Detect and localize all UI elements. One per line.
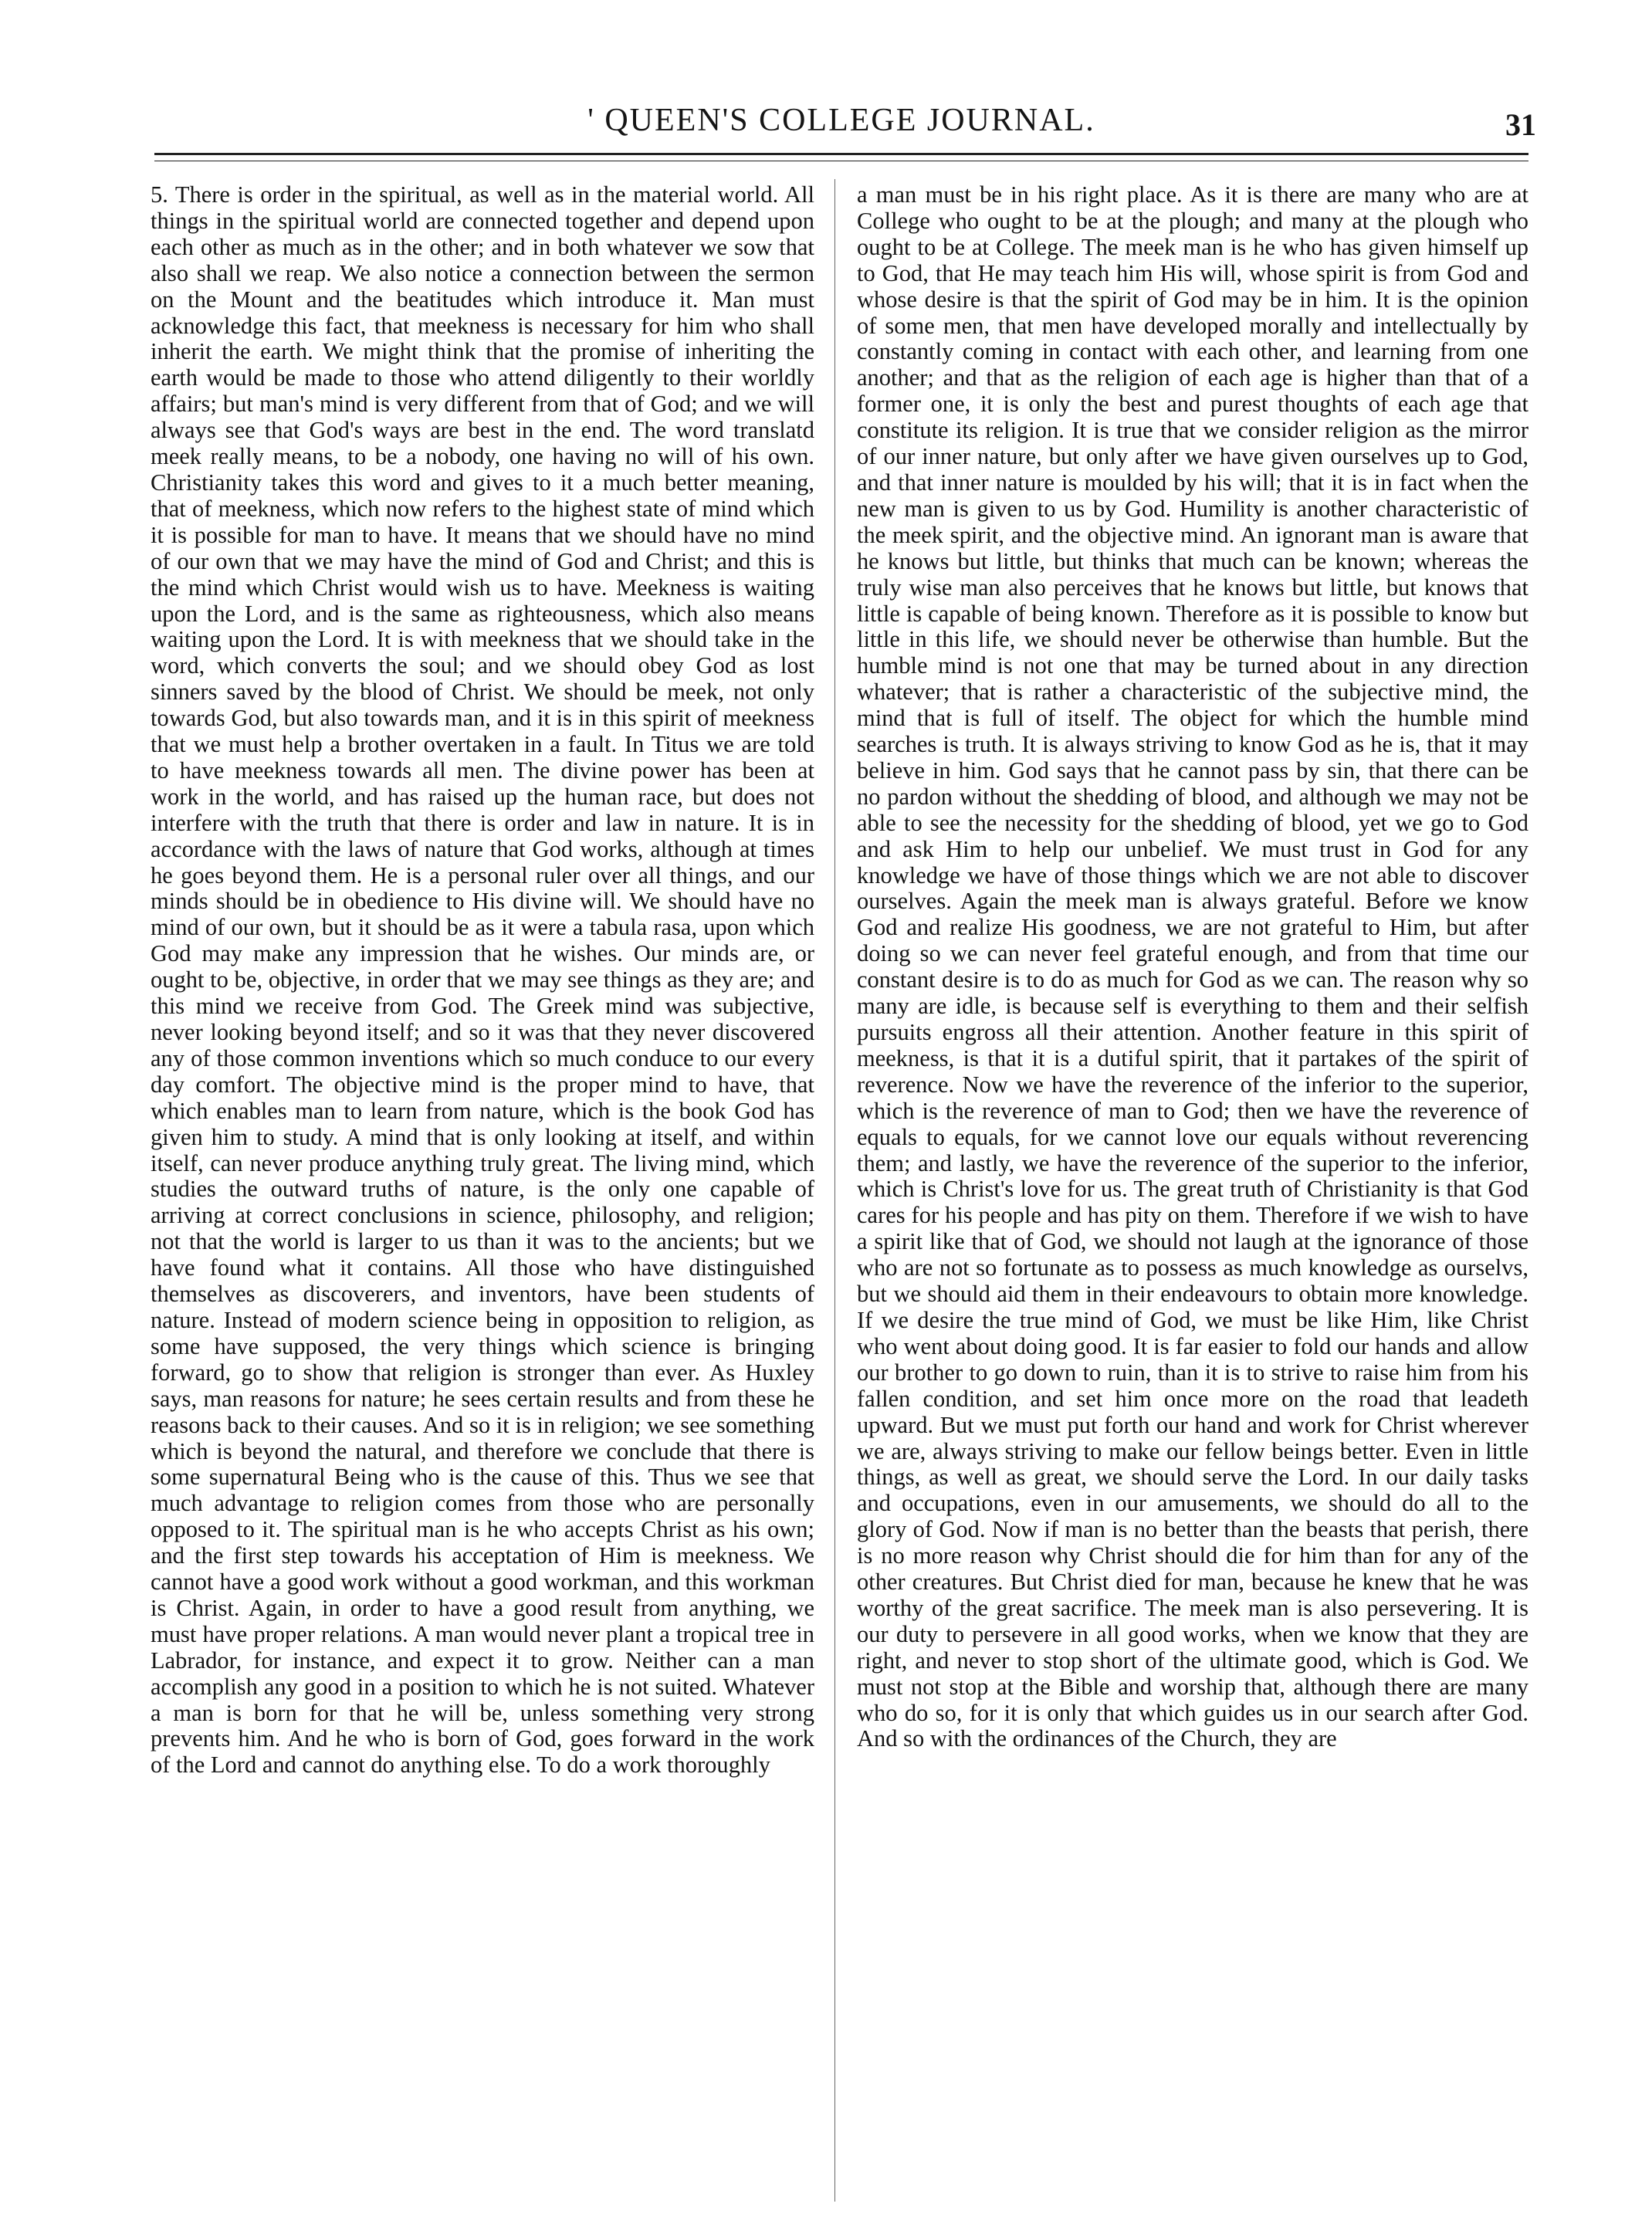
left-column-text: 5. There is order in the spiritual, as well as in the material world. All things in the spiritual world are connected together and depend upon each other as much as in the other; and in both whatever we sow that also shall we reap. We also notice a connection between the sermon on the Mount and the beatitudes which introduce it. Man must acknowledge this fact, that meekness is necessary for him who shall inherit the earth. We might think that the promise of inheriting the earth would be made to those who attend diligently to their worldly affairs; but man's mind is very different from that of God; and we will always see that God's ways are best in the end. The word translatd meek really means, to be a nobody, one having no will of his own. Christianity takes this word and gives to it a much better meaning, that of meekness, which now refers to the highest state of mind which it is possible for man to have. It means that we should have no mind of our own that we may have the mind of God and Christ; and this is the mind which Christ would wish us to have. Meekness is waiting upon the Lord, and is the same as righteousness, which also means waiting upon the Lord. It is with meekness that we should take in the word, which converts the soul; and we should obey God as lost sinners saved by the blood of Christ. We should be meek, not only towards God, but also towards man, and it is in this spirit of meekness that we must help a brother overtaken in a fault. In Titus we are told to have meekness towards all men. The divine power has been at work in the world, and has raised up the human race, but does not interfere with the truth that there is order and law in nature. It is in accordance with the laws of nature that God works, although at times he goes beyond them. He is a personal ruler over all things, and our minds should be in obedience to His divine will. We should have no mind of our own, but it should be as it were a tabula rasa, upon which God may make any impression that he wishes. Our minds are, or ought to be, objective, in order that we may see things as they are; and this mind we receive from God. The Greek mind was subjective, never looking beyond itself; and so it was that they never discovered any of those common inventions which so much conduce to our every day comfort. The objective mind is the proper mind to have, that which enables man to learn from nature, which is the book God has given him to study. A mind that is only looking at itself, and within itself, can never produce anything truly great. The living mind, which studies the outward truths of nature, is the only one capable of arriving at correct conclusions in science, philosophy, and religion; not that the world is larger to us than it was to the ancients; but we have found what it contains. All those who have distinguished themselves as discoverers, and inventors, have been students of nature. Instead of modern science being in opposition to religion, as some have supposed, the very things which science is bringing forward, go to show that religion is stronger than ever. As Huxley says, man reasons for nature; he sees certain results and from these he reasons back to their causes. And so it is in religion; we see something which is beyond the natural, and therefore we conclude that there is some supernatural Being who is the cause of this. Thus we see that much advantage to religion comes from those who are personally opposed to it. The spiritual man is he who accepts Christ as his own; and the first step towards his acceptation of Him is meekness. We cannot have a good work without a good workman, and this workman is Christ. Again, in order to have a good result from anything, we must have proper relations. A man would never plant a tropical tree in Labrador, for instance, and expect it to grow. Neither can a man accomplish any good in a position to which he is not suited. Whatever a man is born for that he will be, unless something very strong prevents him. And he who is born of God, goes forward in the work of the Lord and cannot do anything else. To do a work thoroughly: [151, 181, 814, 1779]
column-divider: [834, 179, 835, 2202]
right-column-text: a man must be in his right place. As it is there are many who are at College who ought to be at the plough; and many at the plough who ought to be at College. The meek man is he who has given himself up to God, that He may teach him His will, whose spirit is from God and whose desire is that the spirit of God may be in him. It is the opinion of some men, that men have developed morally and intellectually by constantly coming in contact with each other, and learning from one another; and that as the religion of each age is higher than that of a former one, it is only the best and purest thoughts of each age that constitute its religion. It is true that we consider religion as the mirror of our inner nature, but only after we have given ourselves up to God, and that inner nature is moulded by his will; that it is in fact when the new man is given to us by God. Humility is another characteristic of the meek spirit, and the objective mind. An ignorant man is aware that he knows but little, but thinks that much can be known; whereas the truly wise man also perceives that he knows but little, but knows that little is capable of being known. Therefore as it is possible to know but little in this life, we should never be otherwise than humble. But the humble mind is not one that may be turned about in any direction whatever; that is rather a characteristic of the subjective mind, the mind that is full of itself. The object for which the humble mind searches is truth. It is always striving to know God as he is, that it may believe in him. God says that he cannot pass by sin, that there can be no pardon without the shedding of blood, and although we may not be able to see the necessity for the shedding of blood, yet we go to God and ask Him to help our unbelief. We must trust in God for any knowledge we have of those things which we are not able to discover ourselves. Again the meek man is always grateful. Before we know God and realize His goodness, we are not grateful to Him, but after doing so we can never feel grateful enough, and from that time our constant desire is to do as much for God as we can. The reason why so many are idle, is because self is everything to them and their selfish pursuits engross all their attention. Another feature in this spirit of meekness, is that it is a dutiful spirit, that it partakes of the spirit of reverence. Now we have the reverence of the inferior to the superior, which is the reverence of man to God; then we have the reverence of equals to equals, for we cannot love our equals without reverencing them; and lastly, we have the reverence of the superior to the inferior, which is Christ's love for us. The great truth of Christianity is that God cares for his people and has pity on them. Therefore if we wish to have a spirit like that of God, we should not laugh at the ignorance of those who are not so fortunate as to possess as much knowledge as ourselvs, but we should aid them in their endeavours to obtain more knowledge. If we desire the true mind of God, we must be like Him, like Christ who went about doing good. It is far easier to fold our hands and allow our brother to go down to ruin, than it is to strive to raise him from his fallen condition, and set him once more on the road that leadeth upward. But we must put forth our hand and work for Christ wherever we are, always striving to make our fellow beings better. Even in little things, as well as great, we should serve the Lord. In our daily tasks and occupations, even in our amusements, we should do all to the glory of God. Now if man is no better than the beasts that perish, there is no more reason why Christ should die for him than for any of the other creatures. But Christ died for man, because he knew that he was worthy of the great sacrifice. The meek man is also persevering. It is our duty to persevere in all good works, when we know that they are right, and never to stop short of the ultimate good, which is God. We must not stop at the Bible and worship that, although there are many who do so, for it is only that which guides us in our search after God. And so with the ordinances of the Church, they are: [857, 181, 1528, 1752]
left-column: [151, 182, 814, 1779]
page-header: [147, 91, 1536, 153]
journal-title: ' QUEEN'S COLLEGE JOURNAL.: [587, 103, 1095, 138]
right-column: [857, 182, 1528, 1752]
header-rule-thick: [154, 153, 1528, 155]
page-number: 31: [1505, 107, 1536, 142]
